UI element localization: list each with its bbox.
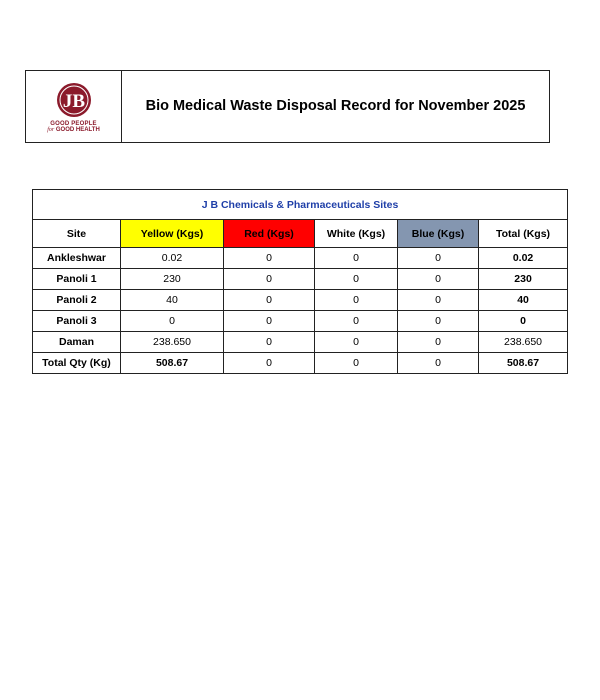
row-red: 0 <box>224 248 315 269</box>
logo-tagline-health: GOOD HEALTH <box>55 126 100 133</box>
row-white: 0 <box>315 311 398 332</box>
row-blue: 0 <box>398 290 479 311</box>
row-total: 238.650 <box>479 332 568 353</box>
col-header-white: White (Kgs) <box>315 220 398 248</box>
row-white: 0 <box>315 248 398 269</box>
waste-disposal-table <box>32 189 568 374</box>
row-yellow: 0 <box>121 311 224 332</box>
col-header-total: Total (Kgs) <box>479 220 568 248</box>
row-yellow: 238.650 <box>121 332 224 353</box>
row-total: 0 <box>479 311 568 332</box>
table-header-row <box>33 220 568 248</box>
logo-tagline-line1: GOOD PEOPLE <box>50 120 97 127</box>
row-site: Daman <box>33 332 121 353</box>
row-site: Panoli 3 <box>33 311 121 332</box>
row-blue: 0 <box>398 353 479 374</box>
table-row <box>33 290 568 311</box>
row-total: 0.02 <box>479 248 568 269</box>
row-yellow: 40 <box>121 290 224 311</box>
row-total: 230 <box>479 269 568 290</box>
row-white: 0 <box>315 269 398 290</box>
table-total-row <box>33 353 568 374</box>
row-yellow: 508.67 <box>121 353 224 374</box>
row-red: 0 <box>224 290 315 311</box>
document-header <box>25 70 550 143</box>
table-row <box>33 269 568 290</box>
row-site: Total Qty (Kg) <box>33 353 121 374</box>
page-title: Bio Medical Waste Disposal Record for November 2025 <box>145 97 526 114</box>
col-header-red: Red (Kgs) <box>224 220 315 248</box>
table-row <box>33 332 568 353</box>
row-red: 0 <box>224 269 315 290</box>
row-yellow: 0.02 <box>121 248 224 269</box>
table-caption: J B Chemicals & Pharmaceuticals Sites <box>33 190 568 220</box>
row-site: Ankleshwar <box>33 248 121 269</box>
jb-logo-icon <box>52 81 96 119</box>
logo-letters: JB <box>62 90 85 112</box>
row-blue: 0 <box>398 311 479 332</box>
company-logo <box>26 71 122 142</box>
row-total: 40 <box>479 290 568 311</box>
col-header-site: Site <box>33 220 121 248</box>
row-blue: 0 <box>398 269 479 290</box>
row-total: 508.67 <box>479 353 568 374</box>
row-red: 0 <box>224 311 315 332</box>
col-header-blue: Blue (Kgs) <box>398 220 479 248</box>
row-site: Panoli 2 <box>33 290 121 311</box>
row-red: 0 <box>224 353 315 374</box>
table-row <box>33 248 568 269</box>
row-yellow: 230 <box>121 269 224 290</box>
logo-tagline-line2 <box>47 127 100 133</box>
row-blue: 0 <box>398 332 479 353</box>
row-white: 0 <box>315 332 398 353</box>
table-row <box>33 311 568 332</box>
row-white: 0 <box>315 290 398 311</box>
row-blue: 0 <box>398 248 479 269</box>
row-red: 0 <box>224 332 315 353</box>
row-site: Panoli 1 <box>33 269 121 290</box>
row-white: 0 <box>315 353 398 374</box>
col-header-yellow: Yellow (Kgs) <box>121 220 224 248</box>
logo-tagline-for: for <box>47 126 55 133</box>
